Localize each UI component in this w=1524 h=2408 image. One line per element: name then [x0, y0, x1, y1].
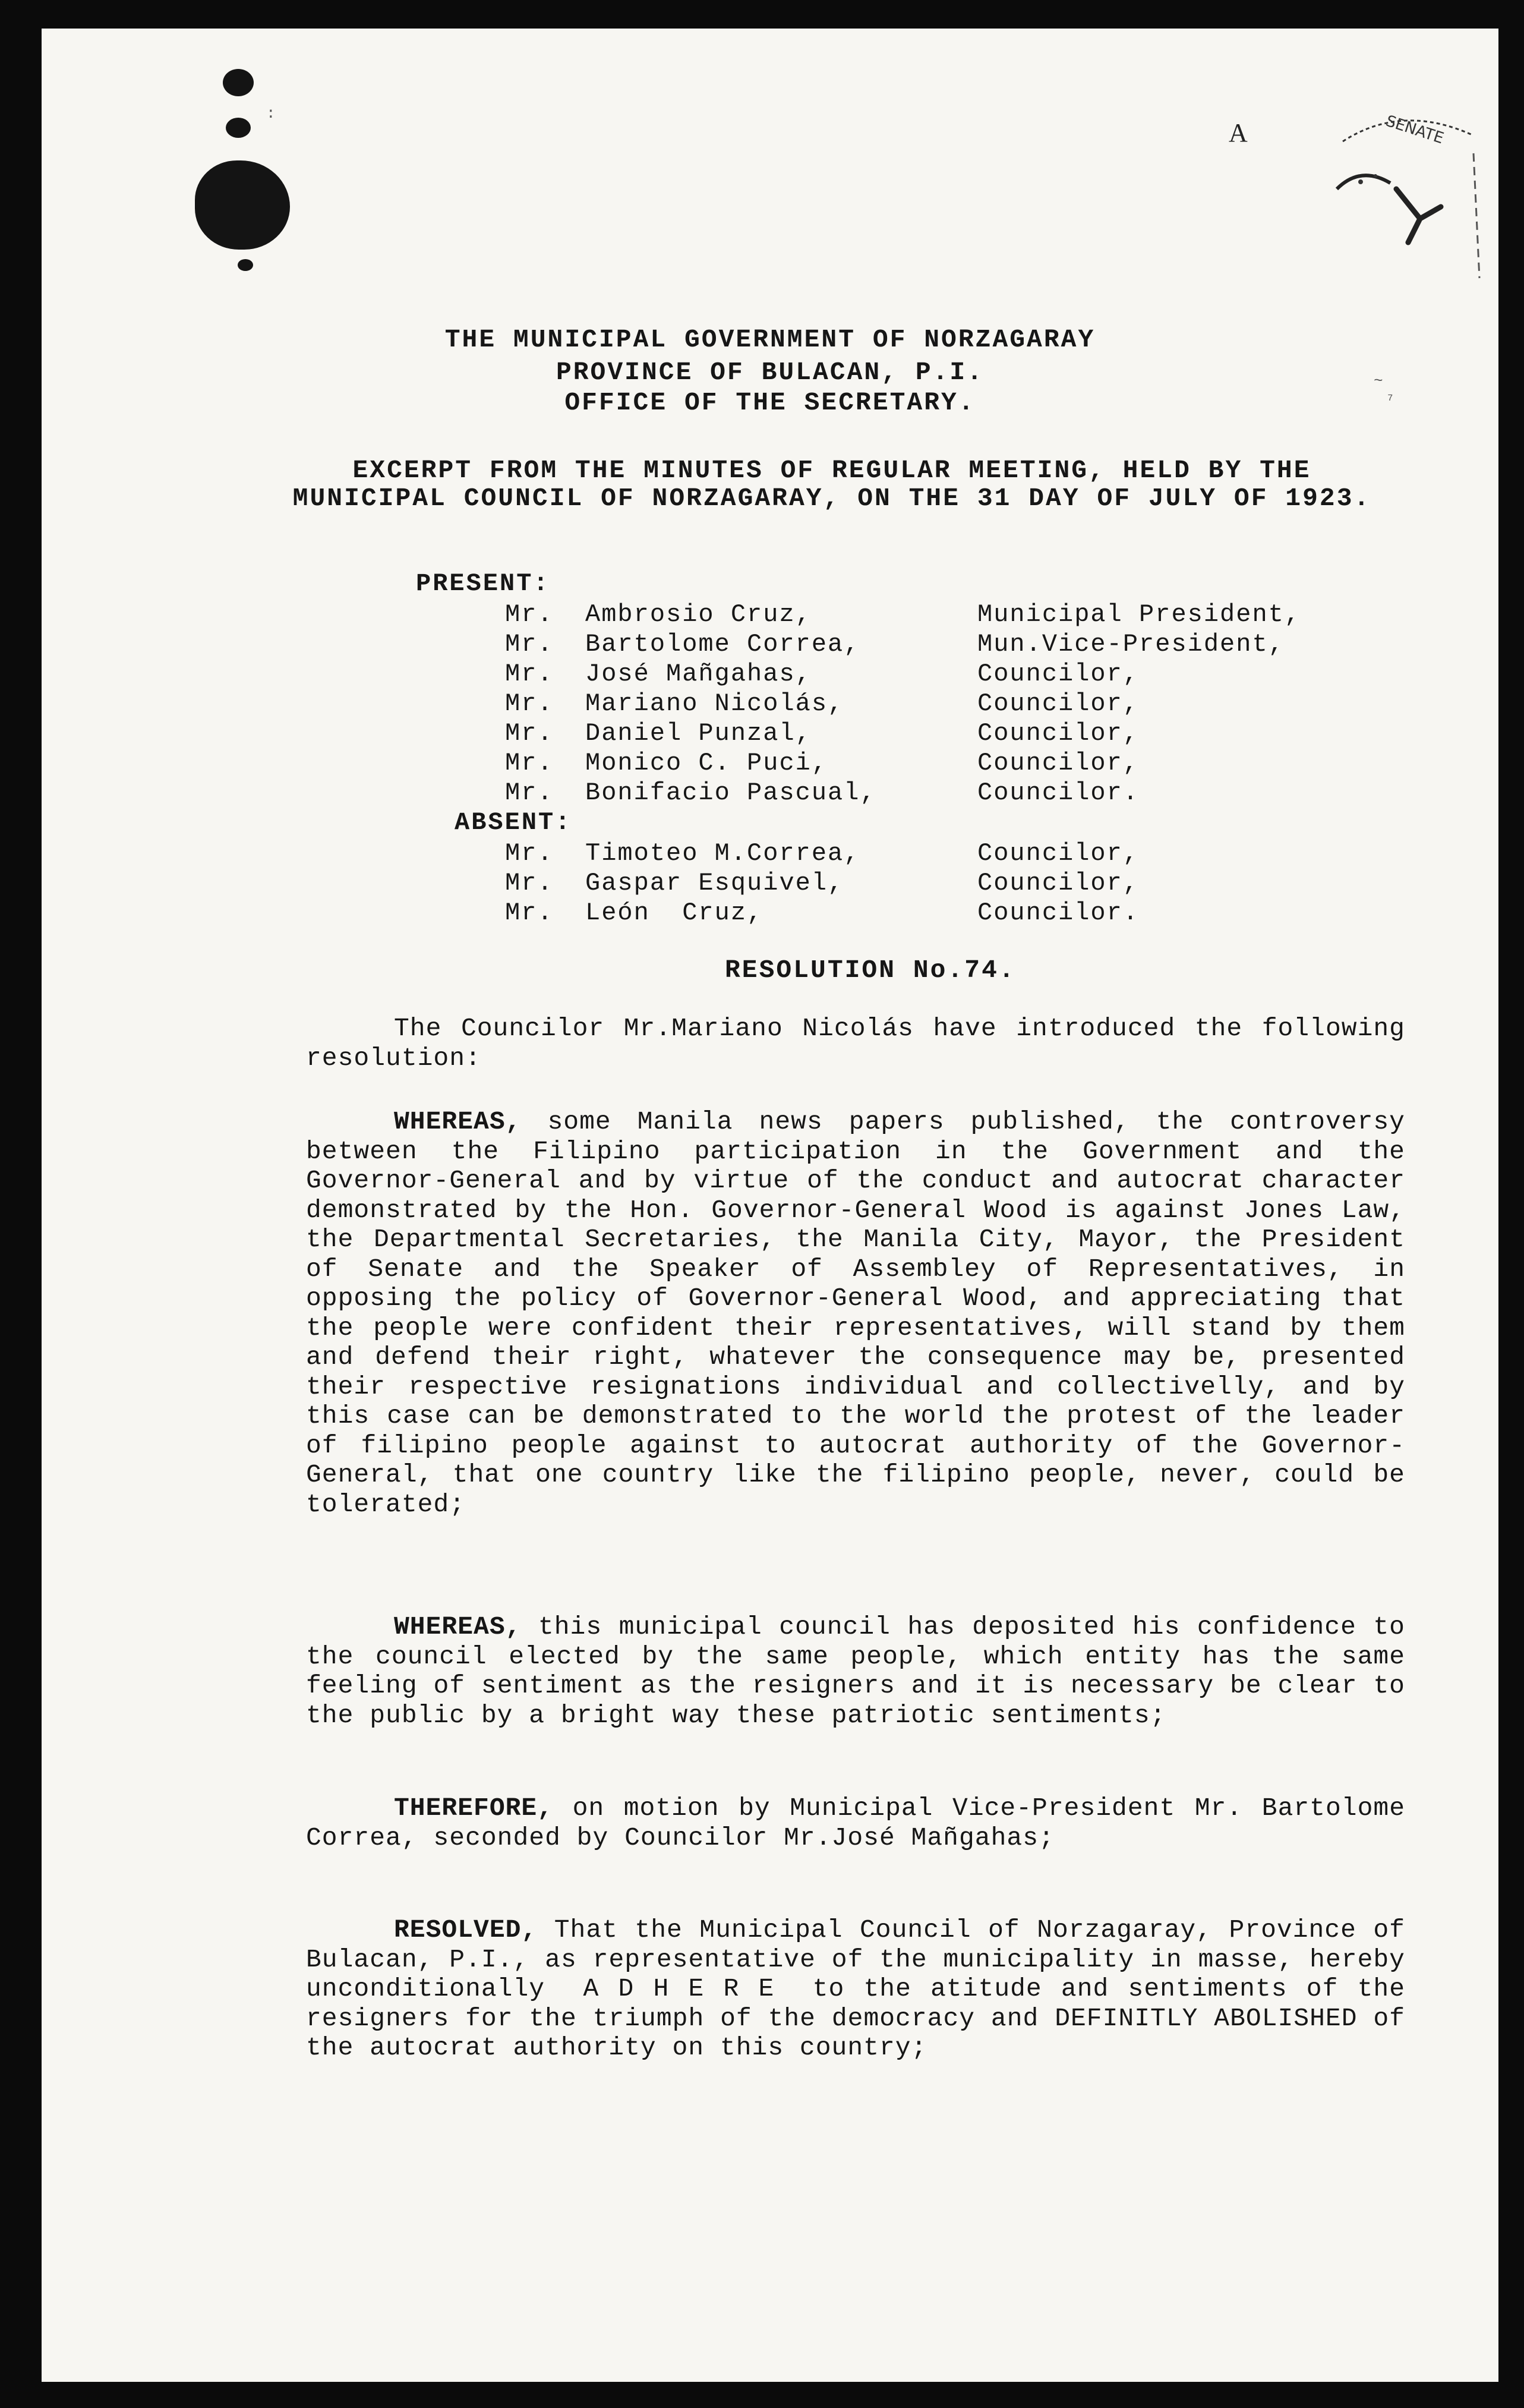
member-role: Councilor. [977, 899, 1140, 927]
member-role: Councilor, [977, 689, 1140, 718]
member-role: Councilor, [977, 749, 1140, 777]
member-role: Mun.Vice-President, [977, 630, 1285, 658]
member-title: Mr. [505, 719, 554, 748]
whereas-lead: WHEREAS, [394, 1612, 522, 1641]
whereas-lead: WHEREAS, [394, 1107, 522, 1136]
ink-blot [226, 118, 251, 138]
header-line-2: PROVINCE OF BULACAN, P.I. [556, 358, 985, 387]
resolved-text: That the Municipal Council of Norzagaray, Province of Bulacan, P.I., as representative of the municipality in masse, hereby unconditionally A D H E R E to the atitude and sentiments of the resigners for the triumph of the democracy and DEFINITLY ABOLISHED of the autocrat authority on this country; [306, 1915, 1421, 2062]
margin-mark-icon: ⁷ [1386, 392, 1395, 410]
member-title: Mr. [505, 600, 554, 629]
member-title: Mr. [505, 689, 554, 718]
absent-member [505, 869, 1139, 899]
header-line-1: THE MUNICIPAL GOVERNMENT OF NORZAGARAY [444, 325, 1096, 354]
member-role: Councilor, [977, 839, 1140, 868]
resolved-paragraph [306, 1915, 1421, 2063]
member-title: Mr. [505, 778, 554, 807]
member-title: Mr. [505, 660, 554, 688]
member-name: Daniel Punzal, [585, 719, 812, 748]
present-member [505, 660, 1139, 689]
therefore-paragraph [306, 1794, 1405, 1852]
ink-blot [238, 259, 253, 271]
present-member [505, 778, 1139, 808]
member-name: Bonifacio Pascual, [585, 778, 876, 807]
member-name: Timoteo M.Correa, [585, 839, 860, 868]
received-stamp-icon [1319, 100, 1491, 296]
member-title: Mr. [505, 899, 554, 927]
whereas-paragraph-1 [306, 1107, 1405, 1519]
whereas-text: this municipal council has deposited his confidence to the council elected by the same people, which entity has the same feeling of sentiment as the resigners and it is necessary be clear to the public by a bright way these patriotic sentiments; [306, 1612, 1405, 1730]
intro-text: The Councilor Mr.Mariano Nicolás have introduced the following resolution: [306, 1014, 1405, 1073]
absent-label: ABSENT: [455, 808, 572, 837]
ink-blot [223, 69, 254, 96]
ink-blot [195, 160, 290, 250]
member-title: Mr. [505, 839, 554, 868]
resolution-number: RESOLUTION No.74. [725, 956, 1016, 985]
stamp-text: SENATE [1383, 112, 1446, 148]
member-name: José Mañgahas, [585, 660, 812, 688]
margin-mark-icon: ~ [1374, 372, 1383, 390]
member-name: Gaspar Esquivel, [585, 869, 844, 897]
member-role: Councilor. [977, 778, 1140, 807]
absent-member [505, 839, 1139, 869]
present-member [505, 749, 1139, 778]
present-member [505, 630, 1285, 660]
document-page [42, 29, 1498, 2382]
therefore-lead: THEREFORE, [394, 1794, 554, 1823]
whereas-text: some Manila news papers published, the controversy between the Filipino participation in the Government and the Governor-General and by virtue of the conduct and autocrat character demonstrated by the Hon. Governor-General Wood is against Jones Law, the Departmental Secretaries, the Manila City, Mayor, the President of Senate and the Speaker of Assembley of Representatives, in opposing the policy of Governor-General Wood, and appreciating that the people were confident their representatives, will stand by them and defend their right, whatever the consequence may be, presented their respective resignations individual and collectivelly, and by this case can be demonstrated to the world the protest of the leader of filipino people against to autocrat authority of the Governor-General, that one country like the filipino people, never, could be tolerated; [306, 1107, 1405, 1519]
present-member [505, 719, 1139, 749]
intro-paragraph [306, 1014, 1405, 1073]
present-member [505, 600, 1301, 630]
member-name: Monico C. Puci, [585, 749, 828, 777]
member-name: Ambrosio Cruz, [585, 600, 812, 629]
corner-letter: A [1229, 118, 1248, 147]
present-label: PRESENT: [416, 569, 550, 598]
margin-mark-icon: : [266, 105, 276, 122]
member-title: Mr. [505, 869, 554, 897]
member-role: Municipal President, [977, 600, 1301, 629]
resolved-lead: RESOLVED, [394, 1915, 538, 1944]
member-role: Councilor, [977, 719, 1140, 748]
absent-member [505, 899, 1139, 928]
member-role: Councilor, [977, 869, 1140, 897]
member-title: Mr. [505, 630, 554, 658]
whereas-paragraph-2 [306, 1612, 1405, 1730]
member-name: León Cruz, [585, 899, 763, 927]
therefore-text: on motion by Municipal Vice-President Mr. Bartolome Correa, seconded by Councilor Mr.José Mañgahas; [306, 1794, 1406, 1852]
excerpt-heading: EXCERPT FROM THE MINUTES OF REGULAR MEETING, HELD BY THE MUNICIPAL COUNCIL OF NORZAGARAY, ON THE 31 DAY OF JULY OF 1923. [292, 456, 1371, 513]
present-member [505, 689, 1139, 719]
member-role: Councilor, [977, 660, 1140, 688]
member-title: Mr. [505, 749, 554, 777]
member-name: Mariano Nicolás, [585, 689, 844, 718]
member-name: Bartolome Correa, [585, 630, 860, 658]
header-line-3: OFFICE OF THE SECRETARY. [564, 388, 976, 417]
